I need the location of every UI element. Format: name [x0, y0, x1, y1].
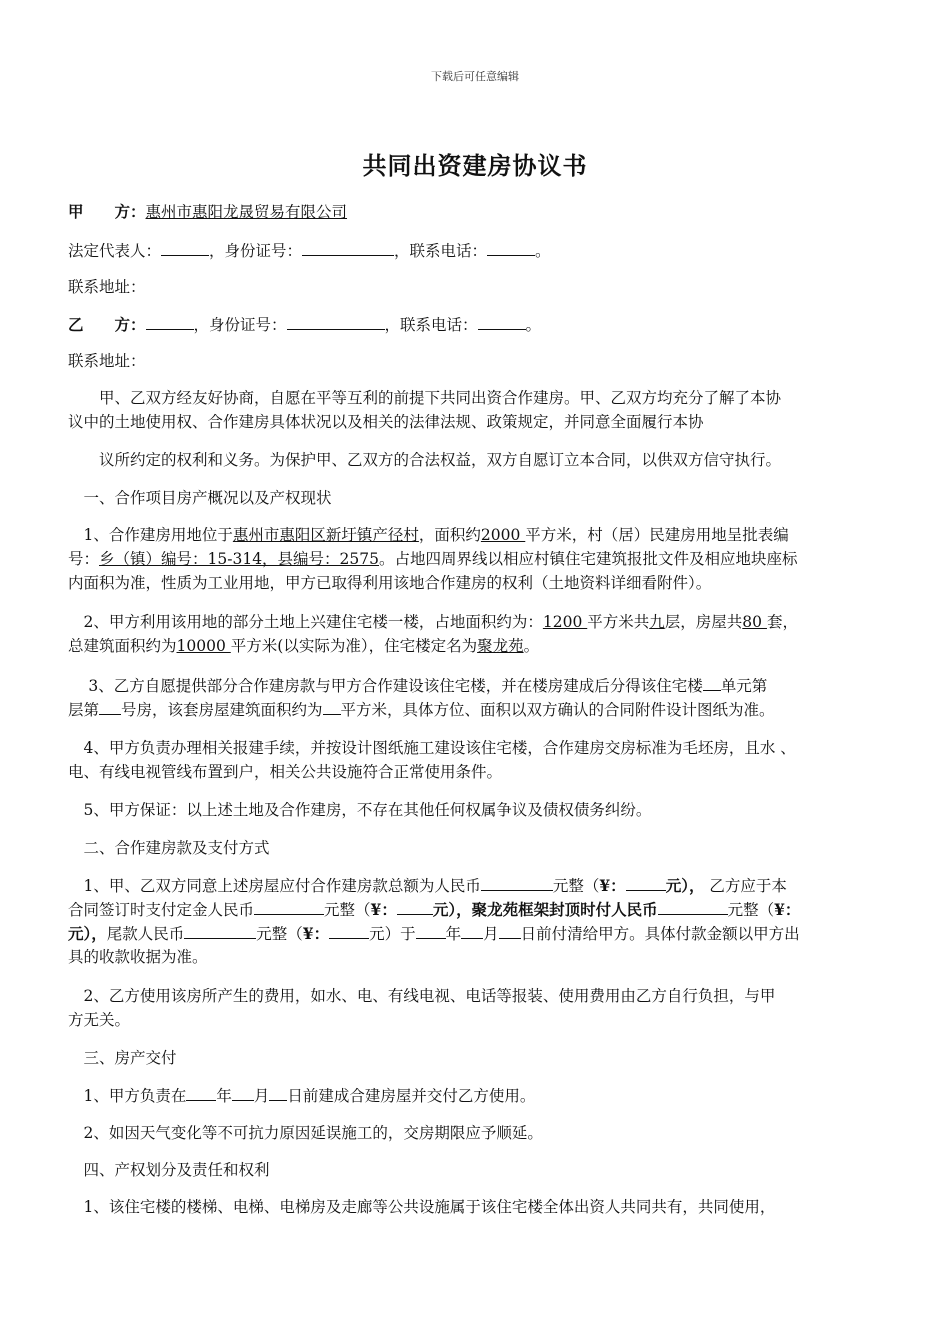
text: 层，房屋共 [664, 613, 743, 631]
section-2-title: 二、合作建房款及支付方式 [68, 839, 270, 857]
s1-clause-5: 5、甲方保证：以上述土地及合作建房，不存在其他任何权属争议及债权债务纠纷。 [68, 801, 652, 819]
land-area: 2000 [480, 526, 526, 544]
text: 层第 [68, 701, 100, 719]
unit-blank [703, 673, 721, 691]
yen-blank [626, 873, 666, 891]
floor-count: 九 [649, 613, 665, 631]
phone-label: ，联系电话： [384, 316, 478, 334]
s2-clause-2-line-2: 方无关。 [68, 1011, 131, 1029]
text: 3、乙方自愿提供部分合作建房款与甲方合作建设该住宅楼，并在楼房建成后分得该住宅楼 [68, 677, 703, 695]
text: 尾款人民币 [106, 925, 185, 943]
s2-clause-1-line-4: 具的收款收据为准。 [68, 948, 208, 966]
s1-clause-3-line-1 [68, 673, 884, 698]
preamble-line-1: 甲、乙双方经友好协商，自愿在平等互利的前提下共同出资合作建房。甲、乙双方均充分了解了本协 [68, 389, 782, 407]
text: 平方米，具体方位、面积以双方确认的合同附件设计图纸为准。 [340, 701, 775, 719]
preamble-line-3: 议所约定的权利和义务。为保护甲、乙双方的合法权益，双方自愿订立本合同，以供双方信守执行。 [68, 451, 782, 469]
section-1-title: 一、合作项目房产概况以及产权现状 [68, 489, 332, 507]
line-end: 。 [525, 316, 542, 334]
text: 1、合作建房用地位于 [68, 526, 233, 544]
yen-sign: ¥： [302, 924, 330, 943]
s1-clause-4-line-2: 电、有线电视管线布置到户，相关公共设施符合正常使用条件。 [68, 763, 503, 781]
text: 平方米，村（居）民建房用地呈批表编 [525, 526, 789, 544]
unit-count: 80 [742, 613, 767, 631]
yen-sign: ¥： [774, 900, 801, 919]
id-label: ，身份证号： [193, 316, 287, 334]
text: 。 [523, 637, 540, 655]
month-blank [232, 1083, 254, 1101]
s1-clause-1-line-2 [68, 547, 884, 571]
s4-clause-1: 1、该住宅楼的楼梯、电梯、电梯房及走廊等公共设施属于该住宅楼全体出资人共同共有，共同使用， [68, 1198, 776, 1216]
s1-clause-1-line-3: 内面积为准，性质为工业用地，甲方已取得利用该地合作建房的权利（土地资料详细看附件）。 [68, 574, 712, 592]
s2-clause-1-line-1 [68, 873, 884, 898]
text: 乙方应于本 [704, 877, 787, 895]
id-blank [302, 238, 394, 256]
area-blank [323, 697, 341, 715]
s1-clause-1-line-1 [68, 523, 884, 547]
yen-blank [397, 897, 433, 915]
party-a-address: 联系地址： [68, 278, 146, 296]
s1-clause-2-line-1 [68, 610, 884, 634]
phone-label: ，联系电话： [394, 242, 488, 260]
party-b-address: 联系地址： [68, 352, 146, 370]
text: 日前付清给甲方。具体付款金额以甲方出 [520, 925, 800, 943]
s3-clause-2: 2、如因天气变化等不可抗力原因延误施工的，交房期限应予顺延。 [68, 1124, 543, 1142]
party-a-name: 惠州市惠阳龙晟贸易有限公司 [145, 203, 348, 221]
text: 元整（ [727, 901, 775, 919]
total-amount-blank [481, 873, 553, 891]
text: 月 [483, 925, 499, 943]
text: 元）， [68, 924, 107, 943]
text: 平方米(以实际为准），住宅楼定名为 [230, 637, 478, 655]
id-label: ，身份证号： [209, 242, 303, 260]
room-blank [99, 697, 121, 715]
s1-clause-3-line-2 [68, 697, 884, 722]
text: 总建筑面积约为 [68, 637, 177, 655]
text: 年 [445, 925, 462, 943]
text: 元整（ [552, 877, 600, 895]
footprint-area: 1200 [542, 613, 588, 631]
text: 。占地四周界线以相应村镇住宅建筑报批文件及相应地块座标 [379, 550, 798, 568]
text: 日前建成合建房屋并交付乙方使用。 [287, 1087, 536, 1105]
id-blank [287, 312, 385, 330]
party-b-label: 乙 方： [68, 315, 146, 334]
text: 年 [216, 1087, 232, 1105]
rep-label: 法定代表人： [68, 242, 162, 260]
text: 号： [68, 550, 100, 568]
yen-sign: ¥： [370, 900, 397, 919]
day-blank [269, 1083, 287, 1101]
land-location: 惠州市惠阳区新圩镇产径村 [232, 526, 419, 544]
text: 元）于 [369, 925, 416, 943]
day-blank [499, 921, 521, 939]
text: ，面积约 [418, 526, 481, 544]
text: 元整（ [324, 901, 371, 919]
text: 元）， [665, 876, 705, 895]
deposit-blank [254, 897, 324, 915]
party-b-name-blank [146, 312, 194, 330]
party-a-rep-line [68, 238, 884, 263]
topping-payment-blank [658, 897, 728, 915]
text: 元），聚龙苑框架封顶时付人民币 [432, 900, 658, 919]
page-header: 下载后可任意编辑 [431, 70, 519, 83]
text: 套， [766, 613, 798, 631]
year-blank [416, 921, 446, 939]
preamble-line-2: 议中的土地使用权、合作建房具体状况以及相关的法律法规、政策规定，并同意全面履行本协 [68, 413, 704, 431]
yen-blank [329, 921, 369, 939]
phone-blank [487, 238, 535, 256]
rep-blank [161, 238, 209, 256]
text: 单元第 [720, 677, 768, 695]
s1-clause-2-line-2 [68, 634, 884, 658]
month-blank [461, 921, 483, 939]
text: 2、甲方利用该用地的部分土地上兴建住宅楼一楼，占地面积约为： [68, 613, 543, 631]
text: 元整（ [256, 925, 303, 943]
s1-clause-4-line-1: 4、甲方负责办理相关报建手续，并按设计图纸施工建设该住宅楼，合作建房交房标准为毛坯房，且水 、 [68, 739, 796, 757]
section-3-title: 三、房产交付 [68, 1049, 177, 1067]
s3-clause-1 [68, 1083, 884, 1108]
text: 月 [253, 1087, 270, 1105]
section-4-title: 四、产权划分及责任和权利 [68, 1161, 270, 1179]
party-a-line [68, 200, 884, 224]
text: 1、甲方负责在 [68, 1087, 187, 1105]
text: 号房，该套房屋建筑面积约为 [121, 701, 323, 719]
s2-clause-2-line-1: 2、乙方使用该房所产生的费用，如水、电、有线电视、电话等报装、使用费用由乙方自行负担，与甲 [68, 987, 776, 1005]
s2-clause-1-line-3 [68, 921, 884, 946]
line-end: 。 [535, 242, 551, 260]
year-blank [186, 1083, 216, 1101]
approval-number: 乡（镇）编号：15-314，县编号：2575 [99, 550, 380, 568]
text: 1、甲、乙双方同意上述房屋应付合作建房款总额为人民币 [68, 877, 481, 895]
total-area: 10000 [176, 637, 231, 655]
party-b-line [68, 312, 884, 337]
yen-sign: ¥： [599, 876, 626, 895]
phone-blank [478, 312, 526, 330]
text: 平方米共 [587, 613, 650, 631]
s2-clause-1-line-2 [68, 897, 884, 922]
party-a-label: 甲 方： [68, 202, 146, 221]
building-name: 聚龙苑 [477, 637, 524, 655]
text: 合同签订时支付定金人民币 [68, 901, 255, 919]
document-title: 共同出资建房协议书 [362, 151, 588, 180]
final-payment-blank [184, 921, 256, 939]
